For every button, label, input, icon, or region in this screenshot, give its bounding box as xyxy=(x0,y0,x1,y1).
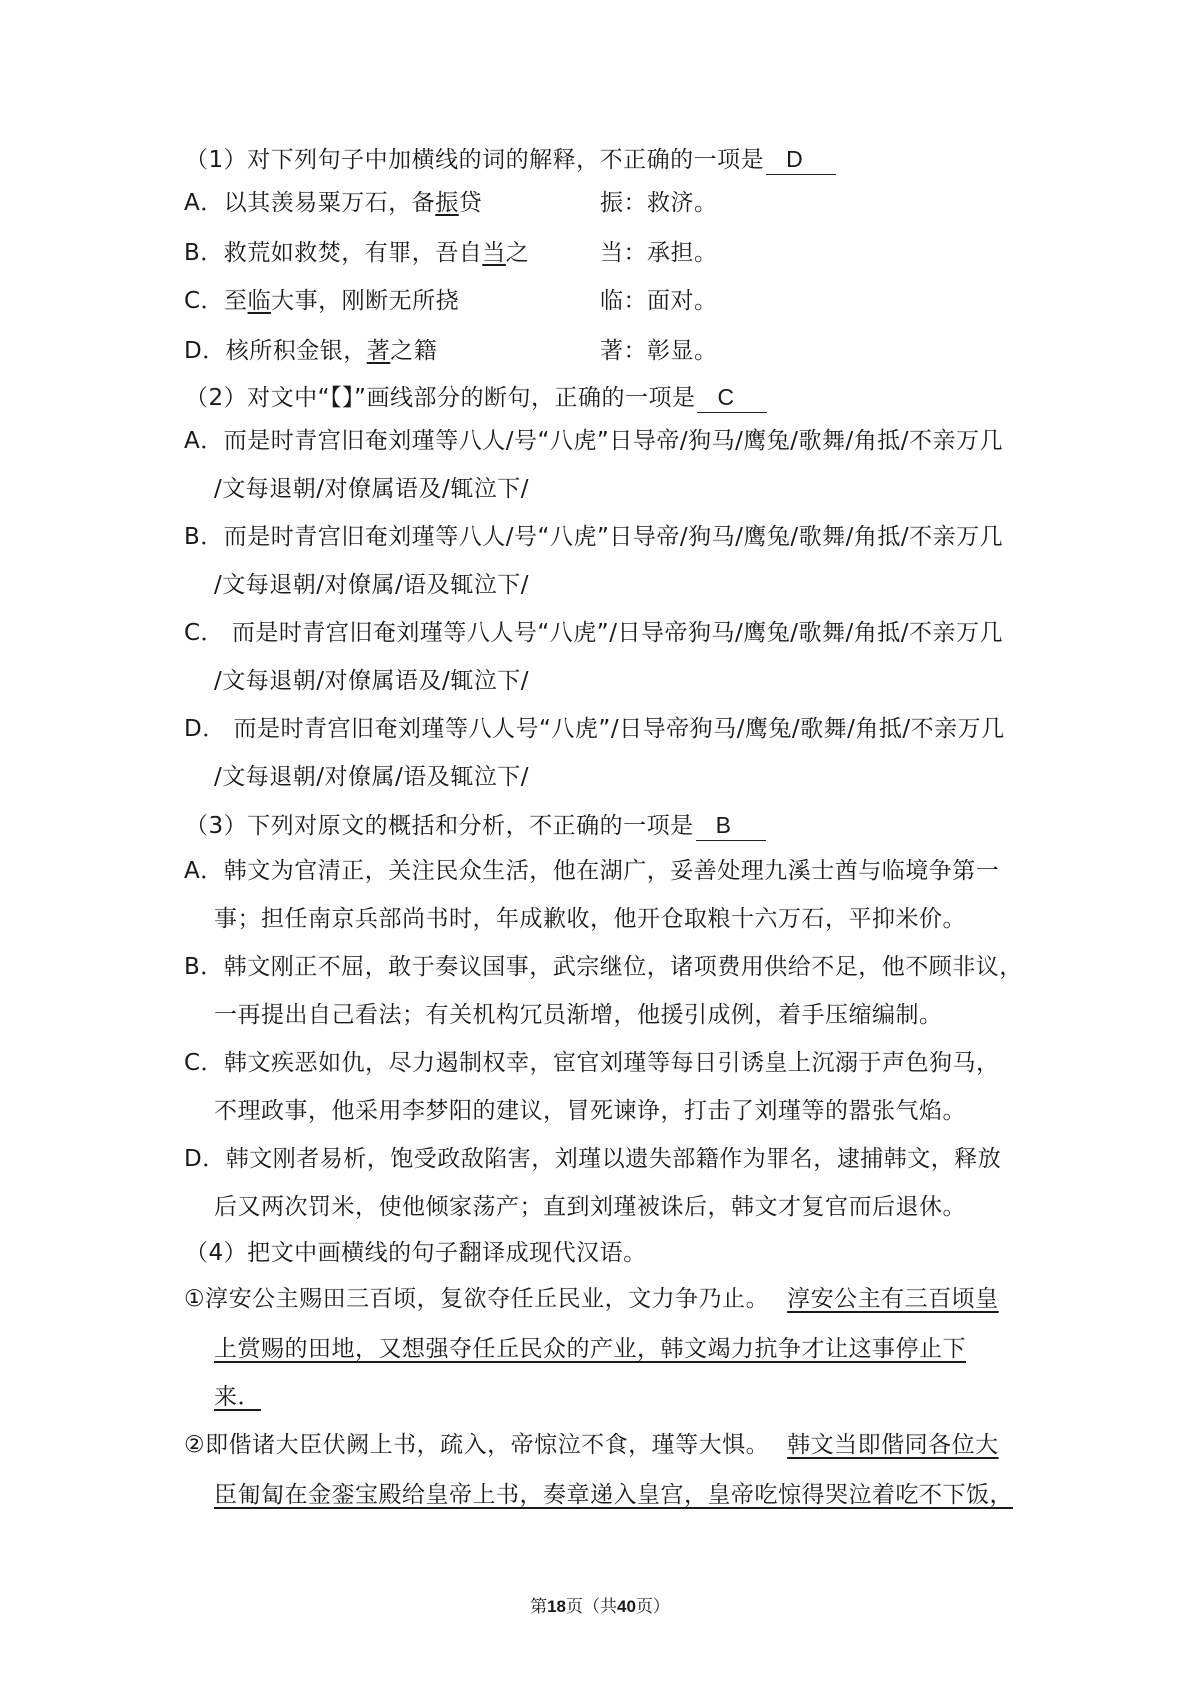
q4-stem: （4）把文中画横线的句子翻译成现代汉语。 xyxy=(185,1240,647,1266)
q3-option-c-line2: 不理政事，他采用李梦阳的建议，冒死谏诤，打击了刘瑾等的嚣张气焰。 xyxy=(214,1098,966,1124)
q4-sentence2-original: ②即偕诸大臣伏阙上书，疏入，帝惊泣不食，瑾等大惧。 xyxy=(184,1432,770,1458)
footer-page-number: 18 xyxy=(547,1597,566,1616)
q3-option-a-line1: A．韩文为官清正，关注民众生活，他在湖广，妥善处理九溪士酋与临境争第一 xyxy=(184,858,1000,884)
q1-answer: D xyxy=(766,144,836,175)
q2-stem-text: （2）对文中“【】”画线部分的断句，正确的一项是 xyxy=(185,385,696,411)
q4-sentence1-translation-part1: 淳安公主有三百顷皇 xyxy=(787,1286,999,1312)
q1-a-underlined-word: 振 xyxy=(435,190,459,216)
footer-suffix: 页） xyxy=(635,1597,670,1617)
q1-d-explanation: 著：彰显。 xyxy=(600,338,718,364)
q3-option-c-line1: C．韩文疾恶如仇，尽力遏制权幸，宦官刘瑾等每日引诱皇上沉溺于声色狗马， xyxy=(184,1050,1000,1076)
q4-sentence1-original: ①淳安公主赐田三百顷，复欲夺任丘民业，文力争乃止。 xyxy=(184,1286,770,1312)
q4-sentence2-translation-part1: 韩文当即偕同各位大 xyxy=(787,1432,999,1458)
q4-sentence2-line1 xyxy=(184,1430,999,1460)
q4-sentence2-translation-part2: 臣匍匐在金銮宝殿给皇帝上书，奏章递入皇宫，皇帝吃惊得哭泣着吃不下饭， xyxy=(214,1482,1013,1508)
q3-option-a-line2: 事；担任南京兵部尚书时，年成歉收，他开仓取粮十六万石，平抑米价。 xyxy=(214,906,966,932)
q1-b-underlined-word: 当 xyxy=(482,240,506,266)
q2-option-b-line1: B．而是时青宫旧奄刘瑾等八人/号“八虎”日导帝/狗马/鹰兔/歌舞/角抵/不亲万几 xyxy=(184,524,1004,550)
q3-stem xyxy=(185,810,766,841)
footer-total-pages: 40 xyxy=(617,1597,636,1616)
q3-stem-text: （3）下列对原文的概括和分析，不正确的一项是 xyxy=(185,813,694,839)
q2-option-d-line2: /文每退朝/对僚属/语及辄泣下/ xyxy=(214,764,529,790)
q1-a-post: 贷 xyxy=(458,190,483,216)
q4-sentence1-translation-part3: 来． xyxy=(214,1384,261,1410)
q1-d-underlined-word: 著 xyxy=(366,338,391,364)
q2-option-b-line2: /文每退朝/对僚属/语及辄泣下/ xyxy=(214,572,529,598)
q3-option-d-line2: 后又两次罚米，使他倾家荡产；直到刘瑾被诛后，韩文才复官而后退休。 xyxy=(214,1194,966,1220)
q1-b-post: 之 xyxy=(505,240,530,266)
q1-a-pre: A．以其羡易粟万石，备 xyxy=(184,190,436,216)
q3-option-d-line1: D．韩文刚者易析，饱受政敌陷害，刘瑾以遗失部籍作为罪名，逮捕韩文，释放 xyxy=(184,1146,1002,1172)
q3-option-b-line2: 一再提出自己看法；有关机构冗员渐增，他援引成例，着手压缩编制。 xyxy=(214,1002,943,1028)
q1-option-d xyxy=(184,336,437,366)
q1-a-explanation: 振：救济。 xyxy=(600,190,718,216)
q1-option-a xyxy=(184,188,482,218)
q1-c-post: 大事，刚断无所挠 xyxy=(271,288,460,314)
q1-c-underlined-word: 临 xyxy=(247,288,272,314)
q1-stem xyxy=(185,144,836,175)
q3-option-b-line1: B．韩文刚正不屈，敢于奏议国事，武宗继位，诸项费用供给不足，他不顾非议， xyxy=(184,954,1023,980)
q1-c-pre: C．至 xyxy=(184,288,248,314)
q1-d-post: 之籍 xyxy=(390,338,438,364)
q2-option-a-line2: /文每退朝/对僚属语及/辄泣下/ xyxy=(214,476,529,502)
q1-d-pre: D．核所积金银， xyxy=(184,338,367,364)
footer-prefix: 第 xyxy=(530,1597,548,1617)
q1-option-c xyxy=(184,286,459,316)
q2-option-c-line1: C． 而是时青宫旧奄刘瑾等八人号“八虎”/日导帝狗马/鹰兔/歌舞/角抵/不亲万几 xyxy=(184,620,1003,646)
q1-option-b xyxy=(184,238,529,268)
q3-answer: B xyxy=(696,810,766,841)
q4-sentence1-translation-part2: 上赏赐的田地，又想强夺任丘民众的产业，韩文竭力抗争才让这事停止下 xyxy=(214,1336,966,1362)
q1-b-explanation: 当：承担。 xyxy=(600,240,718,266)
q4-sentence1-line1 xyxy=(184,1284,999,1314)
q1-c-explanation: 临：面对。 xyxy=(600,288,718,314)
q1-stem-text: （1）对下列句子中加横线的词的解释，不正确的一项是 xyxy=(185,147,765,173)
q2-option-c-line2: /文每退朝/对僚属语及/辄泣下/ xyxy=(214,668,529,694)
page-footer xyxy=(0,1592,1200,1617)
q2-option-a-line1: A．而是时青宫旧奄刘瑾等八人/号“八虎”日导帝/狗马/鹰兔/歌舞/角抵/不亲万几 xyxy=(184,428,1004,454)
footer-mid: 页（共 xyxy=(566,1597,617,1617)
q2-stem xyxy=(185,382,767,413)
q1-b-pre: B．救荒如救焚，有罪，吾自 xyxy=(184,240,483,266)
q2-answer: C xyxy=(697,382,767,413)
q2-option-d-line1: D． 而是时青宫旧奄刘瑾等八人号“八虎”/日导帝狗马/鹰兔/歌舞/角抵/不亲万几 xyxy=(184,716,1005,742)
